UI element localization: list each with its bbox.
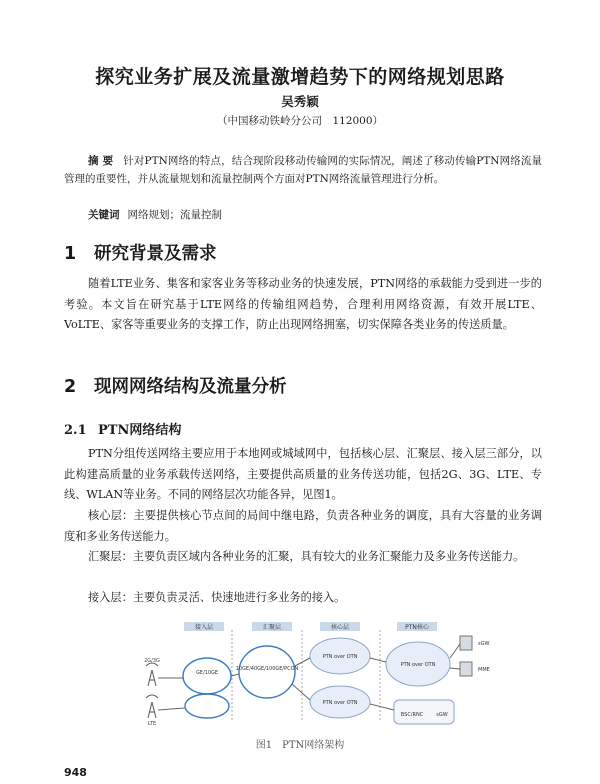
link (370, 704, 394, 710)
section-2-heading (64, 373, 287, 398)
section-2-1-paragraph-3: 汇聚层：主要负责区域内各种业务的汇聚，具有较大的业务汇聚能力及多业务传送能力。 (88, 550, 525, 563)
bsc-label: BSC/RNC (400, 712, 424, 718)
link (158, 708, 185, 710)
section-number: 1 (64, 244, 77, 264)
section-title: 研究背景及需求 (94, 244, 217, 264)
section-2-1-heading (64, 419, 181, 438)
keywords-text: 网络规划；流量控制 (127, 209, 222, 221)
bts-label: 2G/3G (144, 658, 160, 664)
zone-label-access: 接入层 (194, 624, 214, 631)
link (292, 684, 310, 700)
ptn-core-cloud-label: PTN over OTN (400, 662, 436, 668)
link (370, 658, 386, 662)
sgw-server-icon (460, 636, 472, 650)
zone-label-ptn-core: PTN核心 (405, 624, 429, 631)
lte-label: LTE (147, 721, 157, 727)
figure-caption: 图1 PTN网络架构 (255, 740, 345, 751)
abstract (64, 152, 542, 188)
lte-tower-icon (146, 695, 158, 718)
author-name: 吴秀颖 (281, 94, 319, 109)
section-1-paragraph: 随着LTE业务、集客和家客业务等移动业务的快速发展，PTN网络的承载能力受到进一步的考验。本文旨在研究基于LTE网络的传输组网趋势，合理利用网络资源，有效开展LTE、VoLTE、家客等重要业务的支撑工作，防止出现网络拥塞，切实保障各类业务的传送质量。 (64, 277, 542, 331)
access-ring (183, 658, 231, 694)
keywords-label: 关键词 (88, 209, 120, 221)
paper-title: 探究业务扩展及流量激增趋势下的网络规划思路 (95, 66, 505, 88)
abstract-label: 摘要 (88, 155, 118, 167)
aggregation-ring (239, 646, 295, 698)
section-number: 2 (64, 377, 77, 397)
zone-label-aggregation: 汇聚层 (262, 624, 282, 631)
sgw-server-label: sGW (478, 641, 490, 647)
keywords (88, 207, 222, 222)
aggregation-ring-label: 10GE/40GE/100GE/PCON (235, 666, 299, 672)
core-cloud-label: PTN over OTN (322, 654, 358, 660)
section-title: 现网网络结构及流量分析 (94, 377, 287, 397)
bts-tower-icon (146, 663, 158, 686)
section-2-1-paragraph-1: PTN分组传送网络主要应用于本地网或城域网中，包括核心层、汇聚层、接入层三部分，以此构建高质量的业务承载传送网络，主要提供高质量的业务传送功能，包括2G、3G、LTE、专线、WLAN等业务。不同的网络层次功能各异，见图1。 (64, 447, 542, 501)
access-ring (185, 694, 229, 718)
link (450, 668, 460, 669)
section-title: PTN网络结构 (98, 423, 182, 438)
author-affiliation: （中国移动铁岭分公司 112000） (216, 115, 384, 127)
abstract-text: 针对PTN网络的特点，结合现阶段移动传输网的实际情况，阐述了移动传输PTN网络流量管理的重要性，并从流量规划和流量控制两个方面对PTN网络流量管理进行分析。 (64, 155, 542, 185)
section-1-heading (64, 240, 217, 265)
link (450, 644, 460, 658)
core-cloud-label: PTN over OTN (322, 700, 358, 706)
page-number: 948 (64, 766, 87, 779)
mme-server-label: MME (478, 667, 490, 673)
access-ring-label: GE/10GE (195, 670, 219, 676)
section-2-1-paragraph-2: 核心层：主要提供核心节点间的局间中继电路，负责各种业务的调度，具有大容量的业务调度和多业务传送能力。 (64, 509, 542, 543)
mme-server-icon (460, 662, 472, 676)
section-2-1-paragraph-4: 接入层：主要负责灵活、快速地进行多业务的接入。 (88, 591, 346, 604)
section-number: 2.1 (64, 423, 87, 438)
sgw-label: sGW (436, 712, 448, 718)
ptn-architecture-figure (112, 622, 492, 730)
zone-label-core: 核心层 (330, 624, 350, 631)
